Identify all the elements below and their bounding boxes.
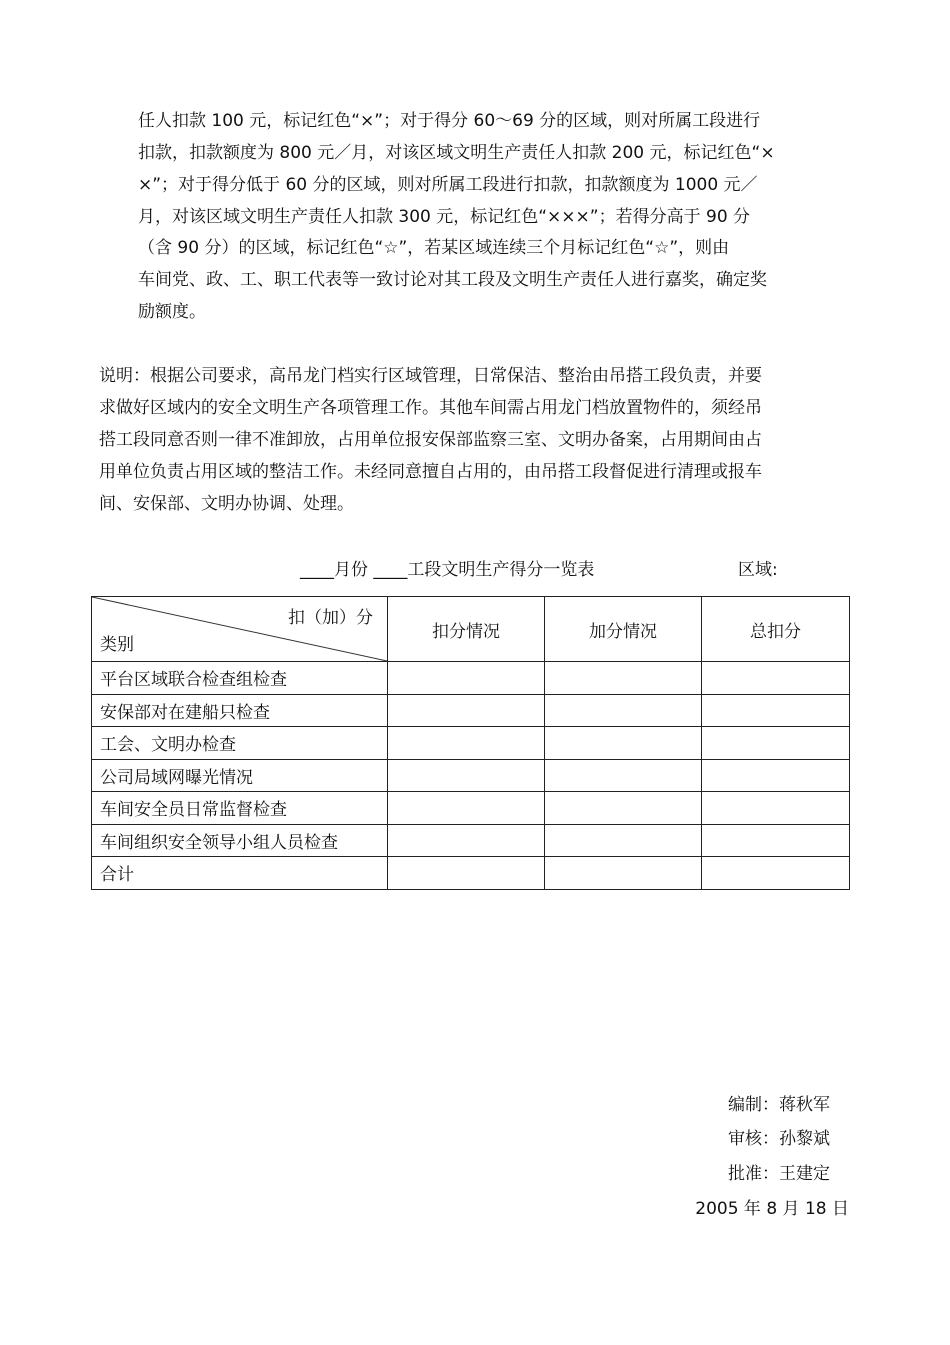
deduction-cell[interactable] bbox=[388, 759, 545, 792]
header-total: 总扣分 bbox=[702, 597, 850, 662]
paragraph-line: 扣款，扣款额度为 800 元／月，对该区域文明生产责任人扣款 200 元，标记红色“× bbox=[138, 143, 775, 163]
row-category: 平台区域联合检查组检查 bbox=[92, 662, 388, 695]
note-line: 间、安保部、文明办协调、处理。 bbox=[99, 494, 354, 514]
total-cell[interactable] bbox=[702, 792, 850, 825]
addition-cell[interactable] bbox=[545, 727, 702, 760]
reviewer-line: 审核：孙黎斌 bbox=[728, 1129, 830, 1149]
table-title-row bbox=[0, 559, 950, 581]
header-deduction: 扣分情况 bbox=[388, 597, 545, 662]
editor-line: 编制：蒋秋军 bbox=[728, 1095, 830, 1115]
row-category: 安保部对在建船只检查 bbox=[92, 694, 388, 727]
row-category: 公司局域网曝光情况 bbox=[92, 759, 388, 792]
table-row bbox=[92, 824, 850, 857]
date-line: 2005 年 8 月 18 日 bbox=[695, 1199, 849, 1219]
diag-top-label: 扣（加）分 bbox=[288, 608, 373, 628]
approver-line: 批准：王建定 bbox=[728, 1164, 830, 1184]
addition-cell[interactable] bbox=[545, 759, 702, 792]
addition-cell[interactable] bbox=[545, 662, 702, 695]
table-header-row bbox=[92, 597, 850, 662]
deduction-cell[interactable] bbox=[388, 694, 545, 727]
paragraph-line: 任人扣款 100 元，标记红色“×”；对于得分 60～69 分的区域，则对所属工段进行 bbox=[138, 111, 761, 131]
deduction-cell[interactable] bbox=[388, 727, 545, 760]
row-category: 车间安全员日常监督检查 bbox=[92, 792, 388, 825]
total-cell[interactable] bbox=[702, 662, 850, 695]
addition-cell[interactable] bbox=[545, 824, 702, 857]
row-category: 车间组织安全领导小组人员检查 bbox=[92, 824, 388, 857]
deduction-cell[interactable] bbox=[388, 857, 545, 890]
paragraph-line: 月，对该区域文明生产责任人扣款 300 元，标记红色“×××”；若得分高于 90 分 bbox=[138, 207, 751, 227]
table-title: ____月份 ____工段文明生产得分一览表 bbox=[300, 560, 595, 580]
region-label: 区域: bbox=[738, 560, 778, 580]
paragraph-line: 车间党、政、工、职工代表等一致讨论对其工段及文明生产责任人进行嘉奖，确定奖 bbox=[138, 270, 767, 290]
total-cell[interactable] bbox=[702, 824, 850, 857]
header-addition: 加分情况 bbox=[545, 597, 702, 662]
total-cell[interactable] bbox=[702, 759, 850, 792]
note-line: 搭工段同意否则一律不准卸放，占用单位报安保部监察三室、文明办备案，占用期间由占 bbox=[99, 430, 762, 450]
table-row bbox=[92, 662, 850, 695]
score-table bbox=[91, 596, 850, 890]
table-row bbox=[92, 759, 850, 792]
note-line: 说明：根据公司要求，高吊龙门档实行区域管理，日常保洁、整治由吊搭工段负责，并要 bbox=[99, 366, 762, 386]
row-category: 合计 bbox=[92, 857, 388, 890]
deduction-cell[interactable] bbox=[388, 792, 545, 825]
row-category: 工会、文明办检查 bbox=[92, 727, 388, 760]
diag-bottom-label: 类别 bbox=[100, 635, 134, 655]
table-row bbox=[92, 792, 850, 825]
note-line: 用单位负责占用区域的整洁工作。未经同意擅自占用的，由吊搭工段督促进行清理或报车 bbox=[99, 462, 762, 482]
table-row bbox=[92, 727, 850, 760]
deduction-cell[interactable] bbox=[388, 824, 545, 857]
table-row-total bbox=[92, 857, 850, 890]
deduction-cell[interactable] bbox=[388, 662, 545, 695]
addition-cell[interactable] bbox=[545, 694, 702, 727]
diagonal-header-cell bbox=[92, 597, 388, 662]
addition-cell[interactable] bbox=[545, 792, 702, 825]
paragraph-line: 励额度。 bbox=[138, 302, 206, 322]
total-cell[interactable] bbox=[702, 727, 850, 760]
paragraph-line: ×”；对于得分低于 60 分的区域，则对所属工段进行扣款，扣款额度为 1000 元／ bbox=[138, 175, 758, 195]
note-line: 求做好区域内的安全文明生产各项管理工作。其他车间需占用龙门档放置物件的，须经吊 bbox=[99, 398, 762, 418]
addition-cell[interactable] bbox=[545, 857, 702, 890]
paragraph-line: （含 90 分）的区域，标记红色“☆”，若某区域连续三个月标记红色“☆”，则由 bbox=[138, 238, 730, 258]
total-cell[interactable] bbox=[702, 694, 850, 727]
table-row bbox=[92, 694, 850, 727]
total-cell[interactable] bbox=[702, 857, 850, 890]
